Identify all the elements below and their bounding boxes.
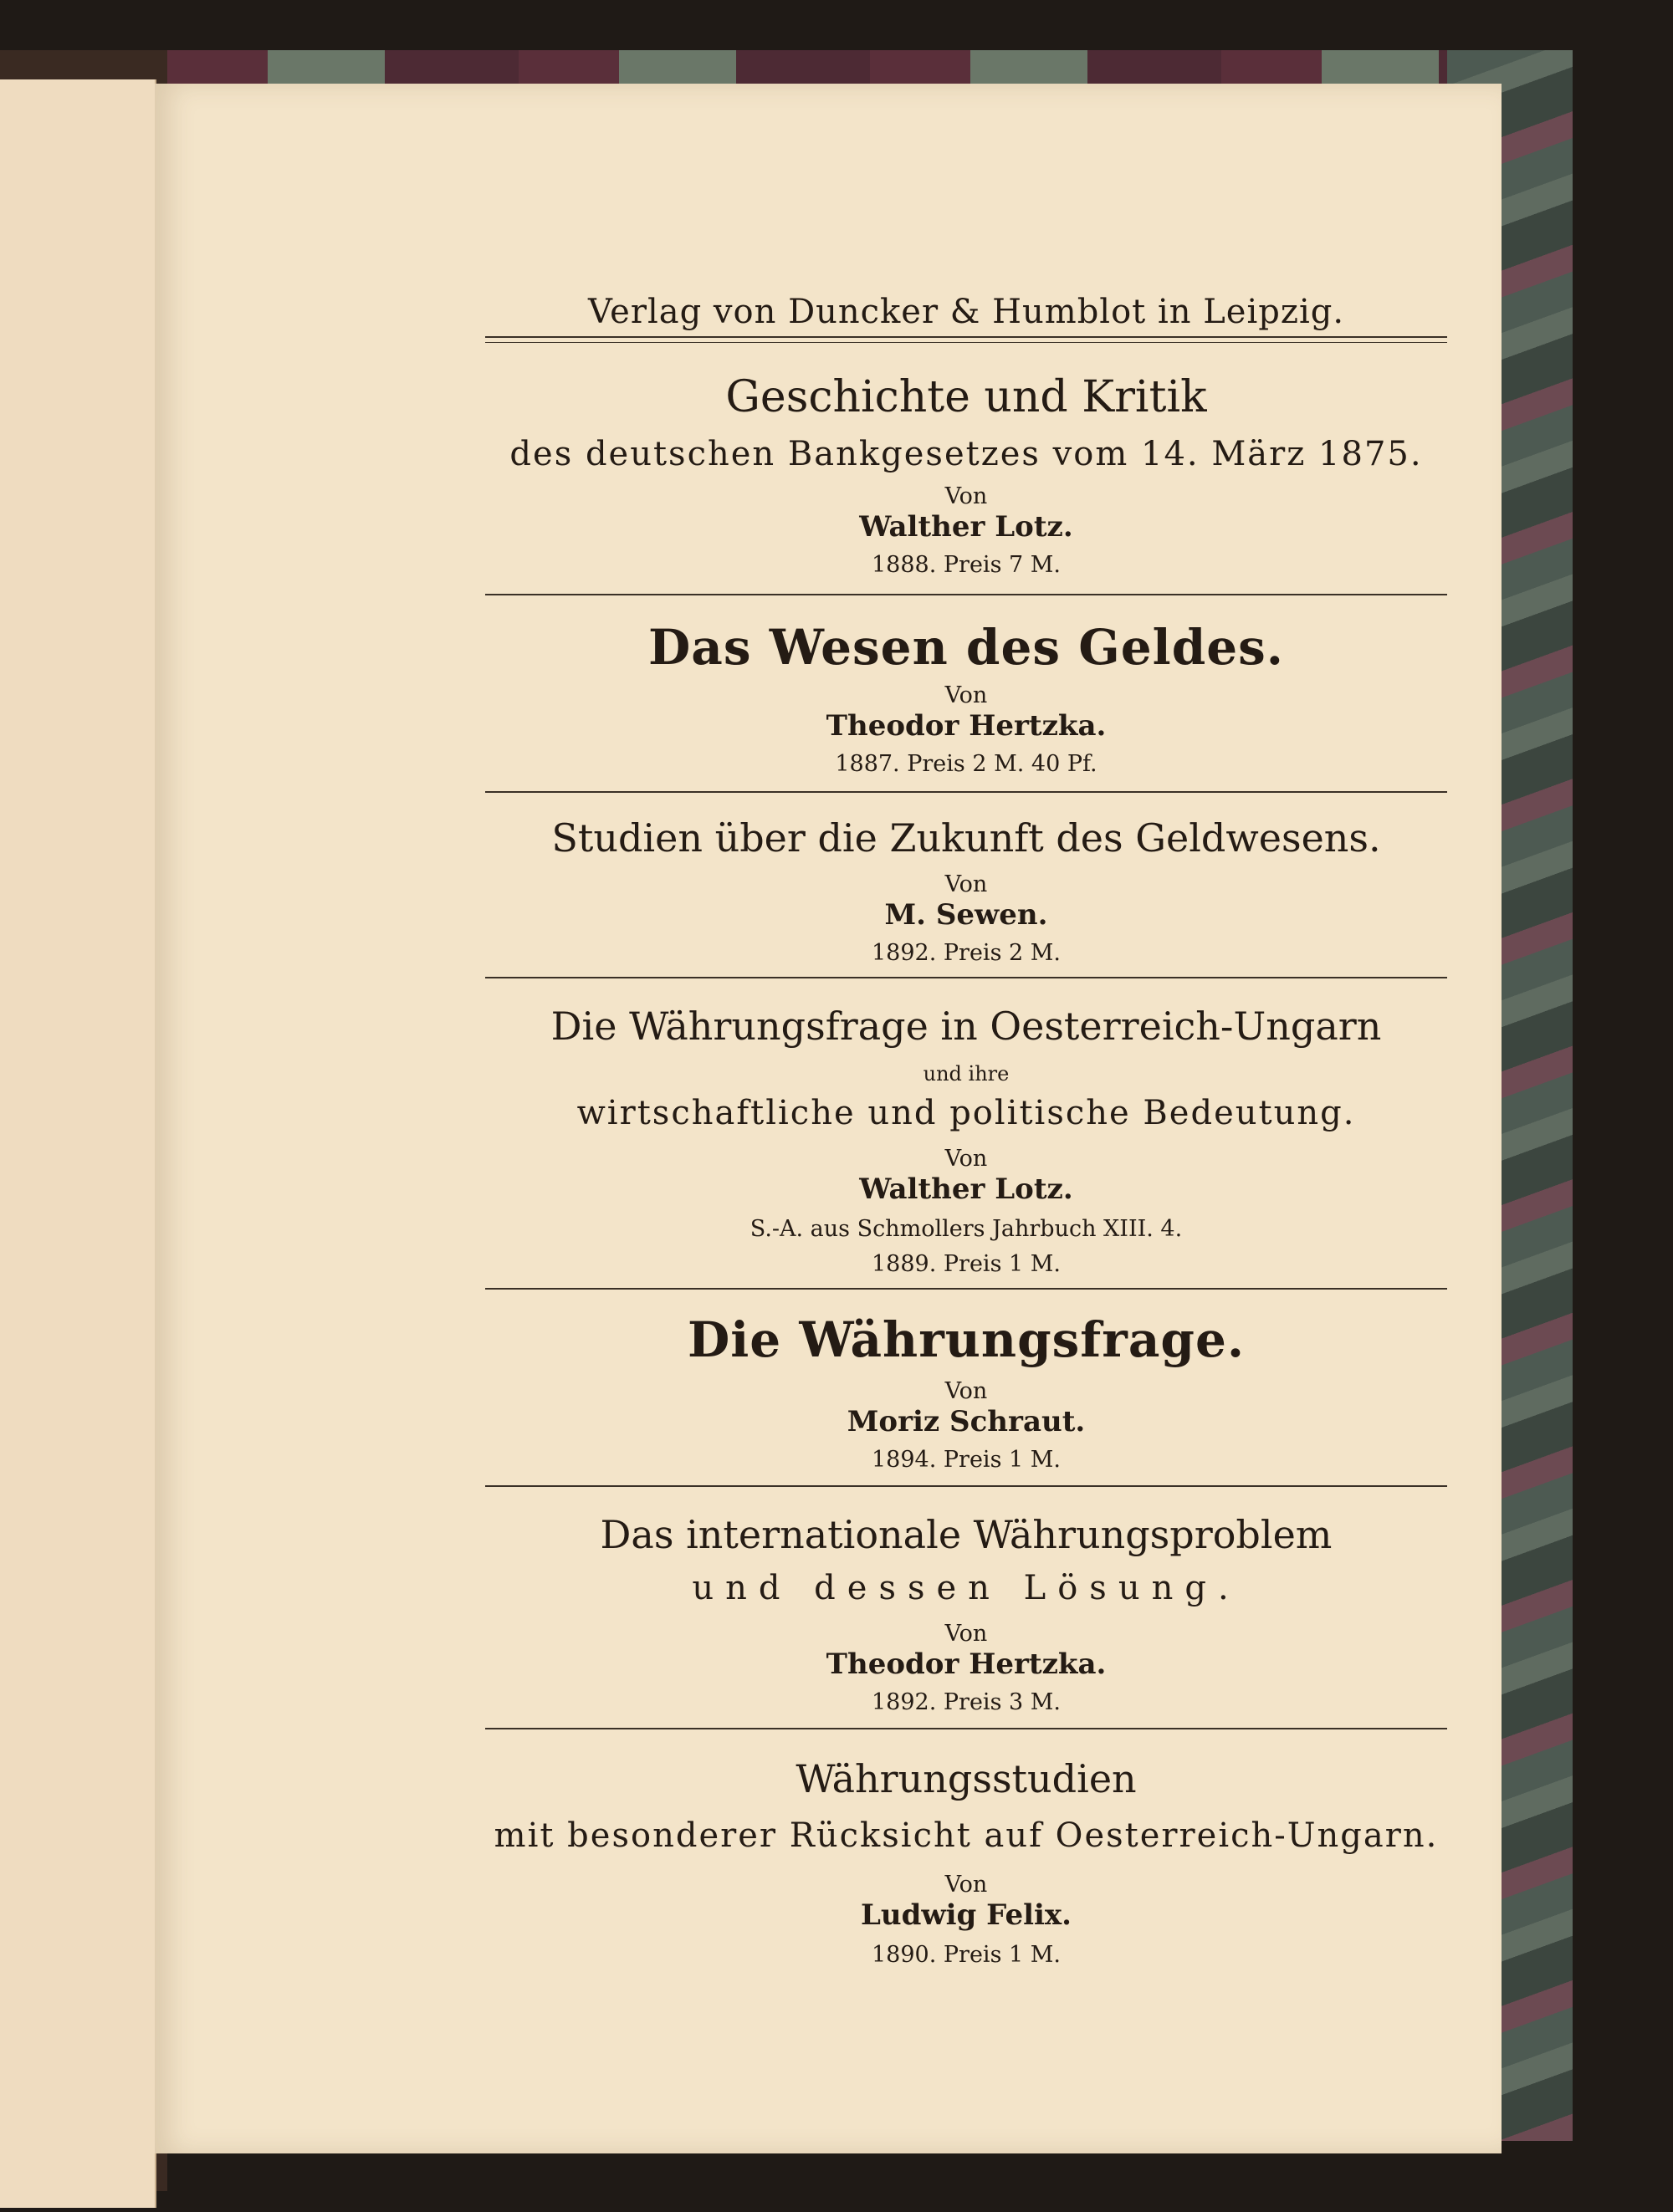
entry-2-meta: 1887. Preis 2 M. 40 Pf. <box>835 751 1097 777</box>
publisher-rule <box>485 336 1447 343</box>
entry-4-author: Walther Lotz. <box>859 1172 1073 1206</box>
entry-divider <box>485 977 1447 978</box>
entry-3-von: Von <box>944 871 988 897</box>
entry-1-author: Walther Lotz. <box>859 510 1073 544</box>
entry-2-von: Von <box>944 682 988 708</box>
entry-5-title: Die Währungsfrage. <box>687 1311 1246 1368</box>
entry-divider <box>485 1485 1447 1487</box>
entry-7-author: Ludwig Felix. <box>860 1898 1072 1932</box>
entry-7-subtitle: mit besonderer Rücksicht auf Oesterreich-Ungarn. <box>494 1816 1439 1855</box>
entry-4-note: S.-A. aus Schmollers Jahrbuch XIII. 4. <box>750 1216 1183 1242</box>
entry-1-von: Von <box>944 483 988 509</box>
book-page <box>155 84 1502 2153</box>
entry-5-von: Von <box>944 1378 988 1404</box>
entry-3-author: M. Sewen. <box>884 898 1048 932</box>
entry-6-author: Theodor Hertzka. <box>826 1648 1107 1681</box>
entry-5-author: Moriz Schraut. <box>847 1405 1086 1438</box>
entry-6-subtitle: und dessen Lösung. <box>692 1569 1241 1607</box>
entry-2-author: Theodor Hertzka. <box>826 709 1107 743</box>
entry-7-meta: 1890. Preis 1 M. <box>872 1942 1061 1968</box>
entry-6-title: Das internationale Währungsproblem <box>600 1512 1333 1557</box>
left-page <box>0 79 156 2208</box>
entry-5-meta: 1894. Preis 1 M. <box>872 1447 1061 1473</box>
entry-1-title: Geschichte und Kritik <box>725 372 1207 422</box>
entry-7-title: Währungsstudien <box>796 1756 1137 1801</box>
entry-divider <box>485 594 1447 595</box>
entry-4-title: Die Währungsfrage in Oesterreich-Ungarn <box>550 1004 1382 1049</box>
entry-divider <box>485 1728 1447 1729</box>
entry-4-meta: 1889. Preis 1 M. <box>872 1251 1061 1277</box>
entry-4-subtitle: wirtschaftliche und politische Bedeutung. <box>576 1094 1356 1132</box>
entry-4-von: Von <box>944 1146 988 1172</box>
entry-divider <box>485 1288 1447 1290</box>
entry-6-von: Von <box>944 1621 988 1647</box>
entry-divider <box>485 791 1447 793</box>
publisher-heading: Verlag von Duncker & Humblot in Leipzig. <box>587 293 1345 331</box>
entry-6-meta: 1892. Preis 3 M. <box>872 1689 1061 1715</box>
entry-1-subtitle: des deutschen Bankgesetzes vom 14. März 1875. <box>509 435 1423 473</box>
entry-3-title: Studien über die Zukunft des Geldwesens. <box>551 815 1381 861</box>
entry-7-von: Von <box>944 1872 988 1898</box>
entry-3-meta: 1892. Preis 2 M. <box>872 940 1061 966</box>
entry-2-title: Das Wesen des Geldes. <box>647 619 1285 676</box>
entry-4-connector: und ihre <box>923 1062 1010 1086</box>
entry-1-meta: 1888. Preis 7 M. <box>872 552 1061 578</box>
